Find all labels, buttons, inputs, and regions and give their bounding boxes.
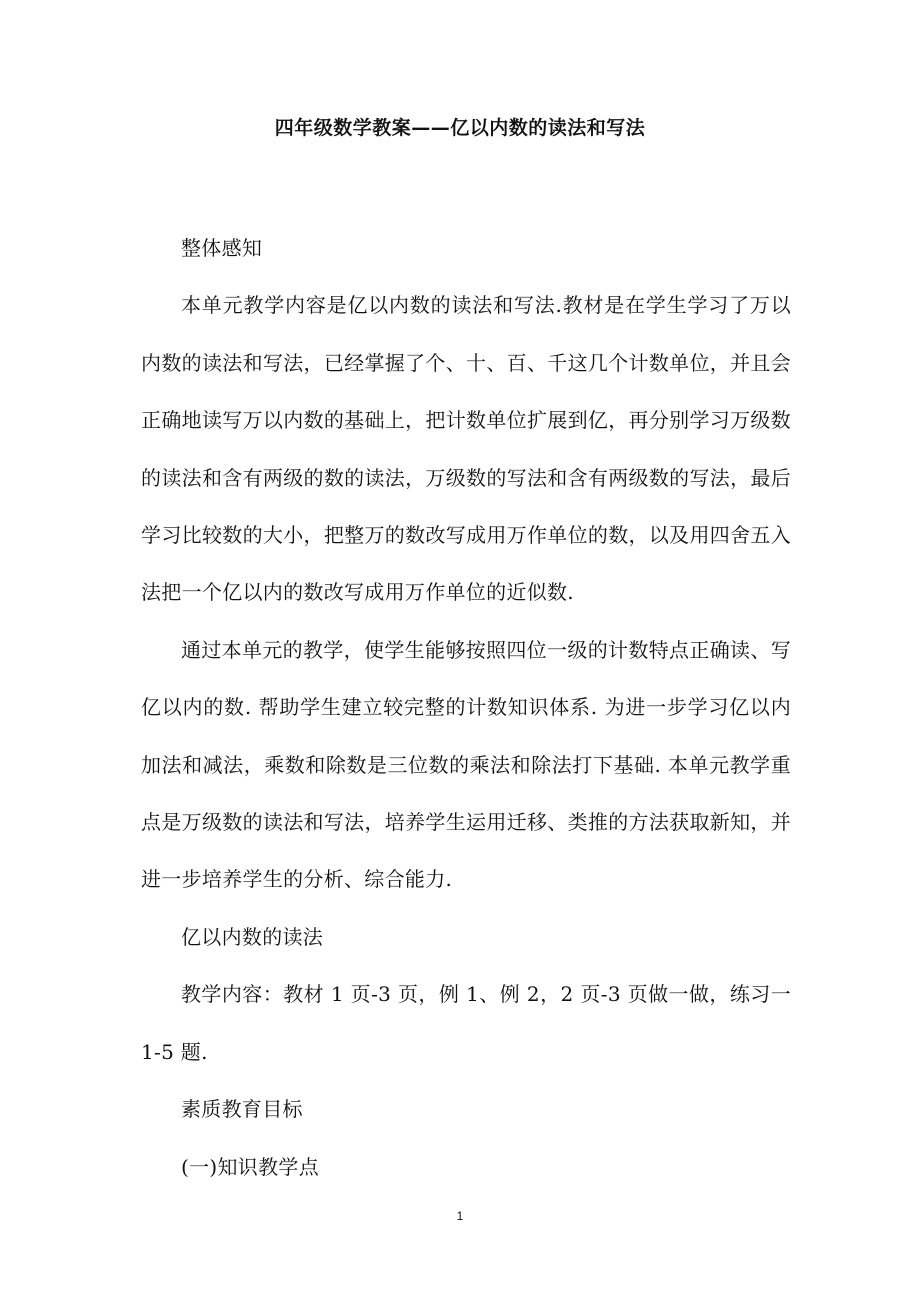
section-heading-reading: 亿以内数的读法	[181, 924, 324, 949]
paragraph-teaching-goals: 通过本单元的教学，使学生能够按照四位一级的计数特点正确读、写亿以内的数. 帮助学生建立较完整的计数知识体系. 为进一步学习亿以内加法和减法，乘数和除数是三位数的乘法和除法打下基础. 本单元教学重点是万级数的读法和写法，培养学生运用迁移、类推的方法获取新知，并进一步培养学生的分析、综合能力.	[141, 637, 791, 892]
paragraph-unit-content: 本单元教学内容是亿以内数的读法和写法.教材是在学生学习了万以内数的读法和写法，已经掌握了个、十、百、千这几个计数单位，并且会正确地读写万以内数的基础上，把计数单位扩展到亿，再分别学习万级数的读法和含有两级的数的读法，万级数的写法和含有两级数的写法，最后学习比较数的大小，把整万的数改写成用万作单位的数，以及用四舍五入法把一个亿以内的数改写成用万作单位的近似数.	[141, 293, 791, 605]
section-heading-overview: 整体感知	[181, 236, 263, 260]
section-heading-knowledge-points: (一)知识教学点	[181, 1154, 320, 1179]
section-heading-quality-goals: 素质教育目标	[181, 1097, 303, 1122]
document-title: 四年级数学教案——亿以内数的读法和写法	[274, 117, 646, 139]
document-body	[141, 220, 791, 1196]
paragraph-teaching-content: 教学内容：教材 1 页-3 页，例 1、例 2，2 页-3 页做一做，练习一 1-5 题.	[141, 982, 791, 1064]
page-number: 1	[456, 1209, 464, 1223]
